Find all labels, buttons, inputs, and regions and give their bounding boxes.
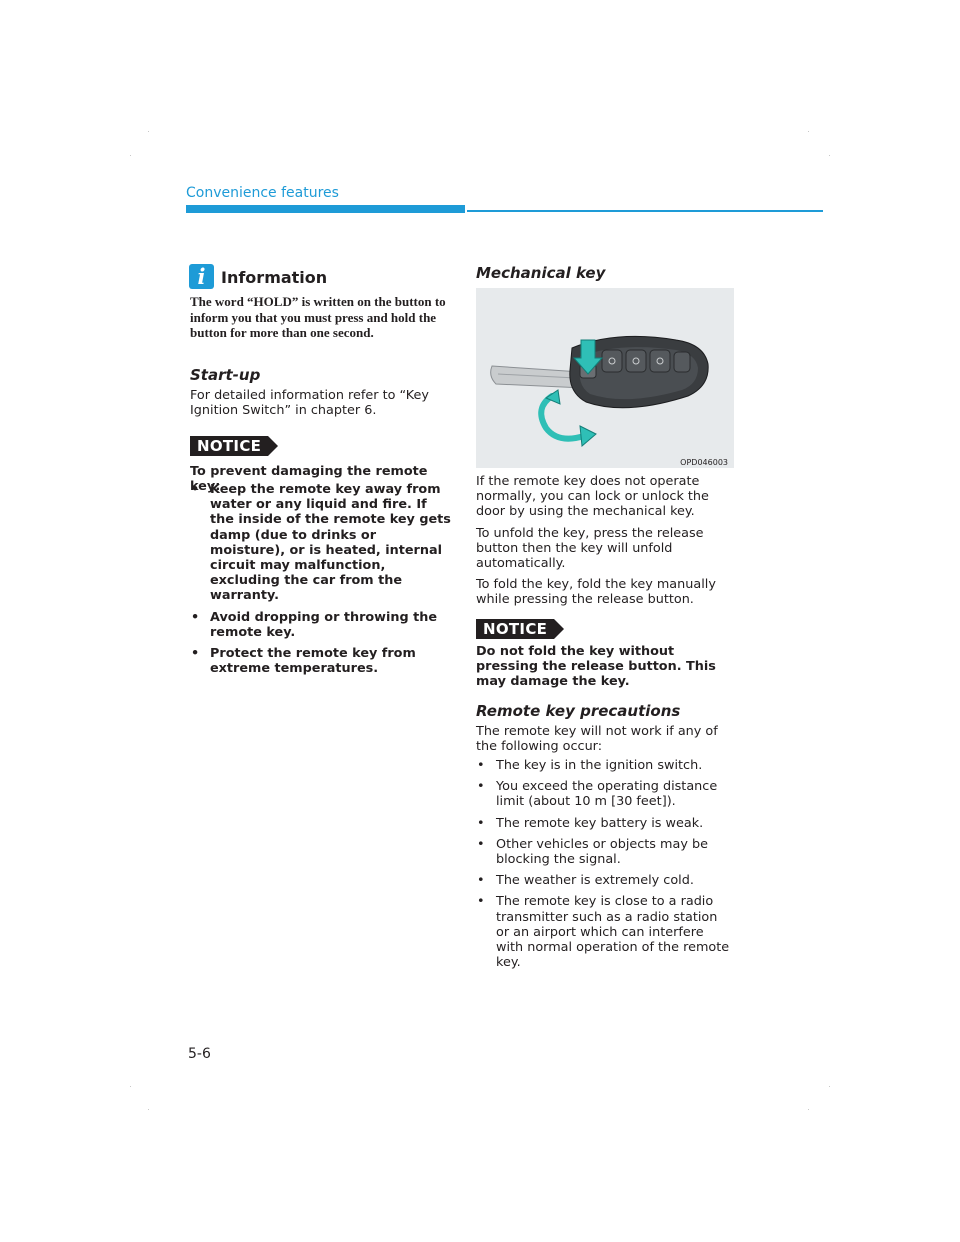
figure-caption: OPD046003 [680, 458, 728, 467]
mechanical-key-heading: Mechanical key [476, 264, 606, 282]
list-item: • Keep the remote key away from water or any liquid and fire. If the inside of the remote key gets damp (due to drinks or moisture), or is heated, internal circuit may malfunction, excluding the car from the warranty. [190, 482, 452, 604]
notice-intro: To prevent damaging the remote key: [190, 464, 428, 495]
notice-list [190, 482, 452, 682]
notice-body: Do not fold the key without pressing the release button. This may damage the key. [476, 644, 716, 690]
notice-badge: NOTICE [476, 619, 554, 639]
header-rule-thick [186, 205, 465, 213]
section-title: Convenience features [186, 185, 339, 201]
info-body: The word “HOLD” is written on the button to inform you that you must press and hold the button for more than one second. [190, 294, 446, 341]
startup-body: For detailed information refer to “Key Ignition Switch” in chapter 6. [190, 388, 429, 419]
precautions-heading: Remote key precautions [476, 702, 681, 720]
remote-key-illustration [476, 288, 734, 468]
info-title: Information [221, 268, 328, 287]
crop-mark [829, 1086, 830, 1087]
info-icon: i [189, 264, 214, 289]
paragraph: If the remote key does not operate normally, you can lock or unlock the door by using the mechanical key. [476, 474, 709, 520]
crop-mark [148, 1109, 149, 1110]
header-rule-thin [467, 210, 823, 212]
startup-heading: Start-up [190, 366, 261, 384]
precautions-intro: The remote key will not work if any of the following occur: [476, 724, 718, 755]
crop-mark [130, 1086, 131, 1087]
crop-mark [808, 1109, 809, 1110]
paragraph: To fold the key, fold the key manually while pressing the release button. [476, 577, 716, 608]
list-item: • Other vehicles or objects may be blocking the signal. [476, 837, 734, 867]
crop-mark [808, 131, 809, 132]
list-item: • The remote key battery is weak. [476, 816, 734, 831]
crop-mark [829, 155, 830, 156]
list-item: • Protect the remote key from extreme temperatures. [190, 646, 452, 676]
list-item: • The remote key is close to a radio transmitter such as a radio station or an airport which can interfere with normal operation of the remote key. [476, 894, 734, 970]
remote-key-drawing [476, 288, 734, 468]
list-item: • The weather is extremely cold. [476, 873, 734, 888]
precautions-list [476, 758, 734, 976]
paragraph: To unfold the key, press the release button then the key will unfold automatically. [476, 525, 704, 572]
notice-badge: NOTICE [190, 436, 268, 456]
list-item: • You exceed the operating distance limit (about 10 m [30 feet]). [476, 779, 734, 809]
page-number: 5-6 [188, 1046, 211, 1062]
mechanical-key-text [476, 474, 738, 608]
crop-mark [148, 131, 149, 132]
list-item: • Avoid dropping or throwing the remote key. [190, 610, 452, 640]
list-item: • The key is in the ignition switch. [476, 758, 734, 773]
crop-mark [130, 155, 131, 156]
